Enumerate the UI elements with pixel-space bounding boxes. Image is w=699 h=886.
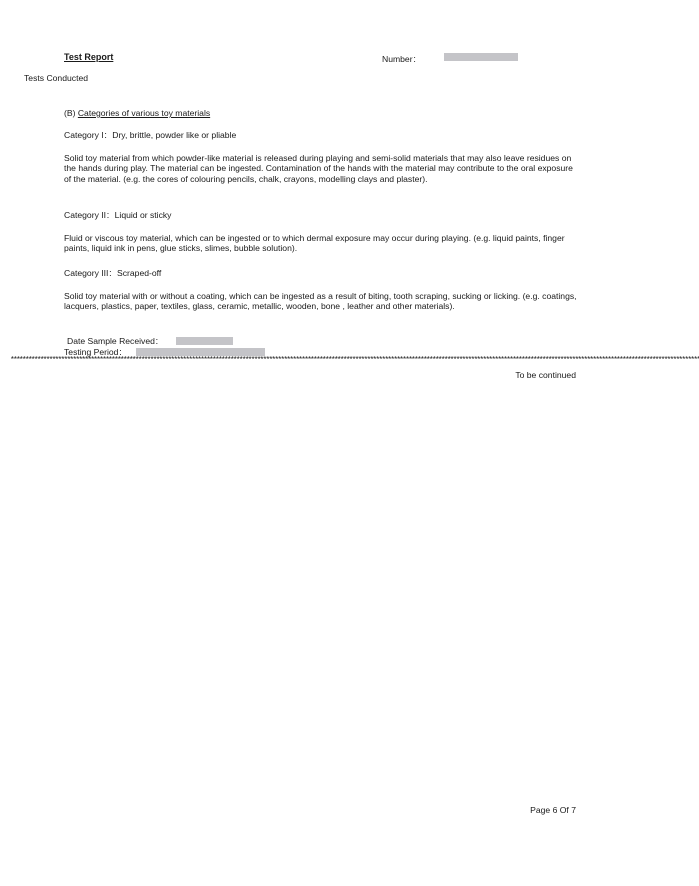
- redacted-date-received: [176, 337, 233, 345]
- category-1-description: Solid toy material from which powder-like material is released during playing and semi-solid materials that may also leave residues on the hands during play. The material can be ingested. Contamination of the hands with the material may contribute to the oral exposure of the material. (e.g. the cores of colouring pencils, chalk, crayons, modelling clays and plaster).: [64, 153, 573, 184]
- redacted-testing-period: [136, 348, 265, 356]
- separator-line: ****************************************************************************************************************************************************************************************************************************************: [10, 356, 699, 365]
- report-number-label: Number：: [382, 54, 422, 64]
- page-number: Page 6 Of 7: [530, 805, 576, 815]
- date-sample-received-label: Date Sample Received：: [67, 336, 164, 346]
- subsection-title: Categories of various toy materials: [77, 108, 211, 118]
- subsection-prefix: (B): [64, 108, 78, 118]
- testing-period-label: Testing Period：: [64, 347, 128, 357]
- category-1-heading: Category I：Dry, brittle, powder like or pliable: [64, 130, 237, 140]
- category-2-description: Fluid or viscous toy material, which can be ingested or to which dermal exposure may occur during playing. (e.g. liquid paints, finger paints, liquid ink in pens, glue sticks, slimes, bubble solution).: [64, 233, 565, 254]
- report-title: Test Report: [64, 52, 114, 62]
- redacted-report-number: [444, 53, 518, 61]
- category-3-heading: Category III：Scraped-off: [64, 268, 162, 278]
- category-2-heading: Category II：Liquid or sticky: [64, 210, 172, 220]
- category-3-description: Solid toy material with or without a coating, which can be ingested as a result of biting, tooth scraping, sucking or licking. (e.g. coatings, lacquers, plastics, paper, textiles, glass, ceramic, metallic, wooden, bone , leather and other materials).: [64, 291, 577, 312]
- section-label: Tests Conducted: [24, 73, 89, 83]
- subsection-heading: [64, 108, 578, 118]
- to-be-continued: To be continued: [515, 370, 576, 380]
